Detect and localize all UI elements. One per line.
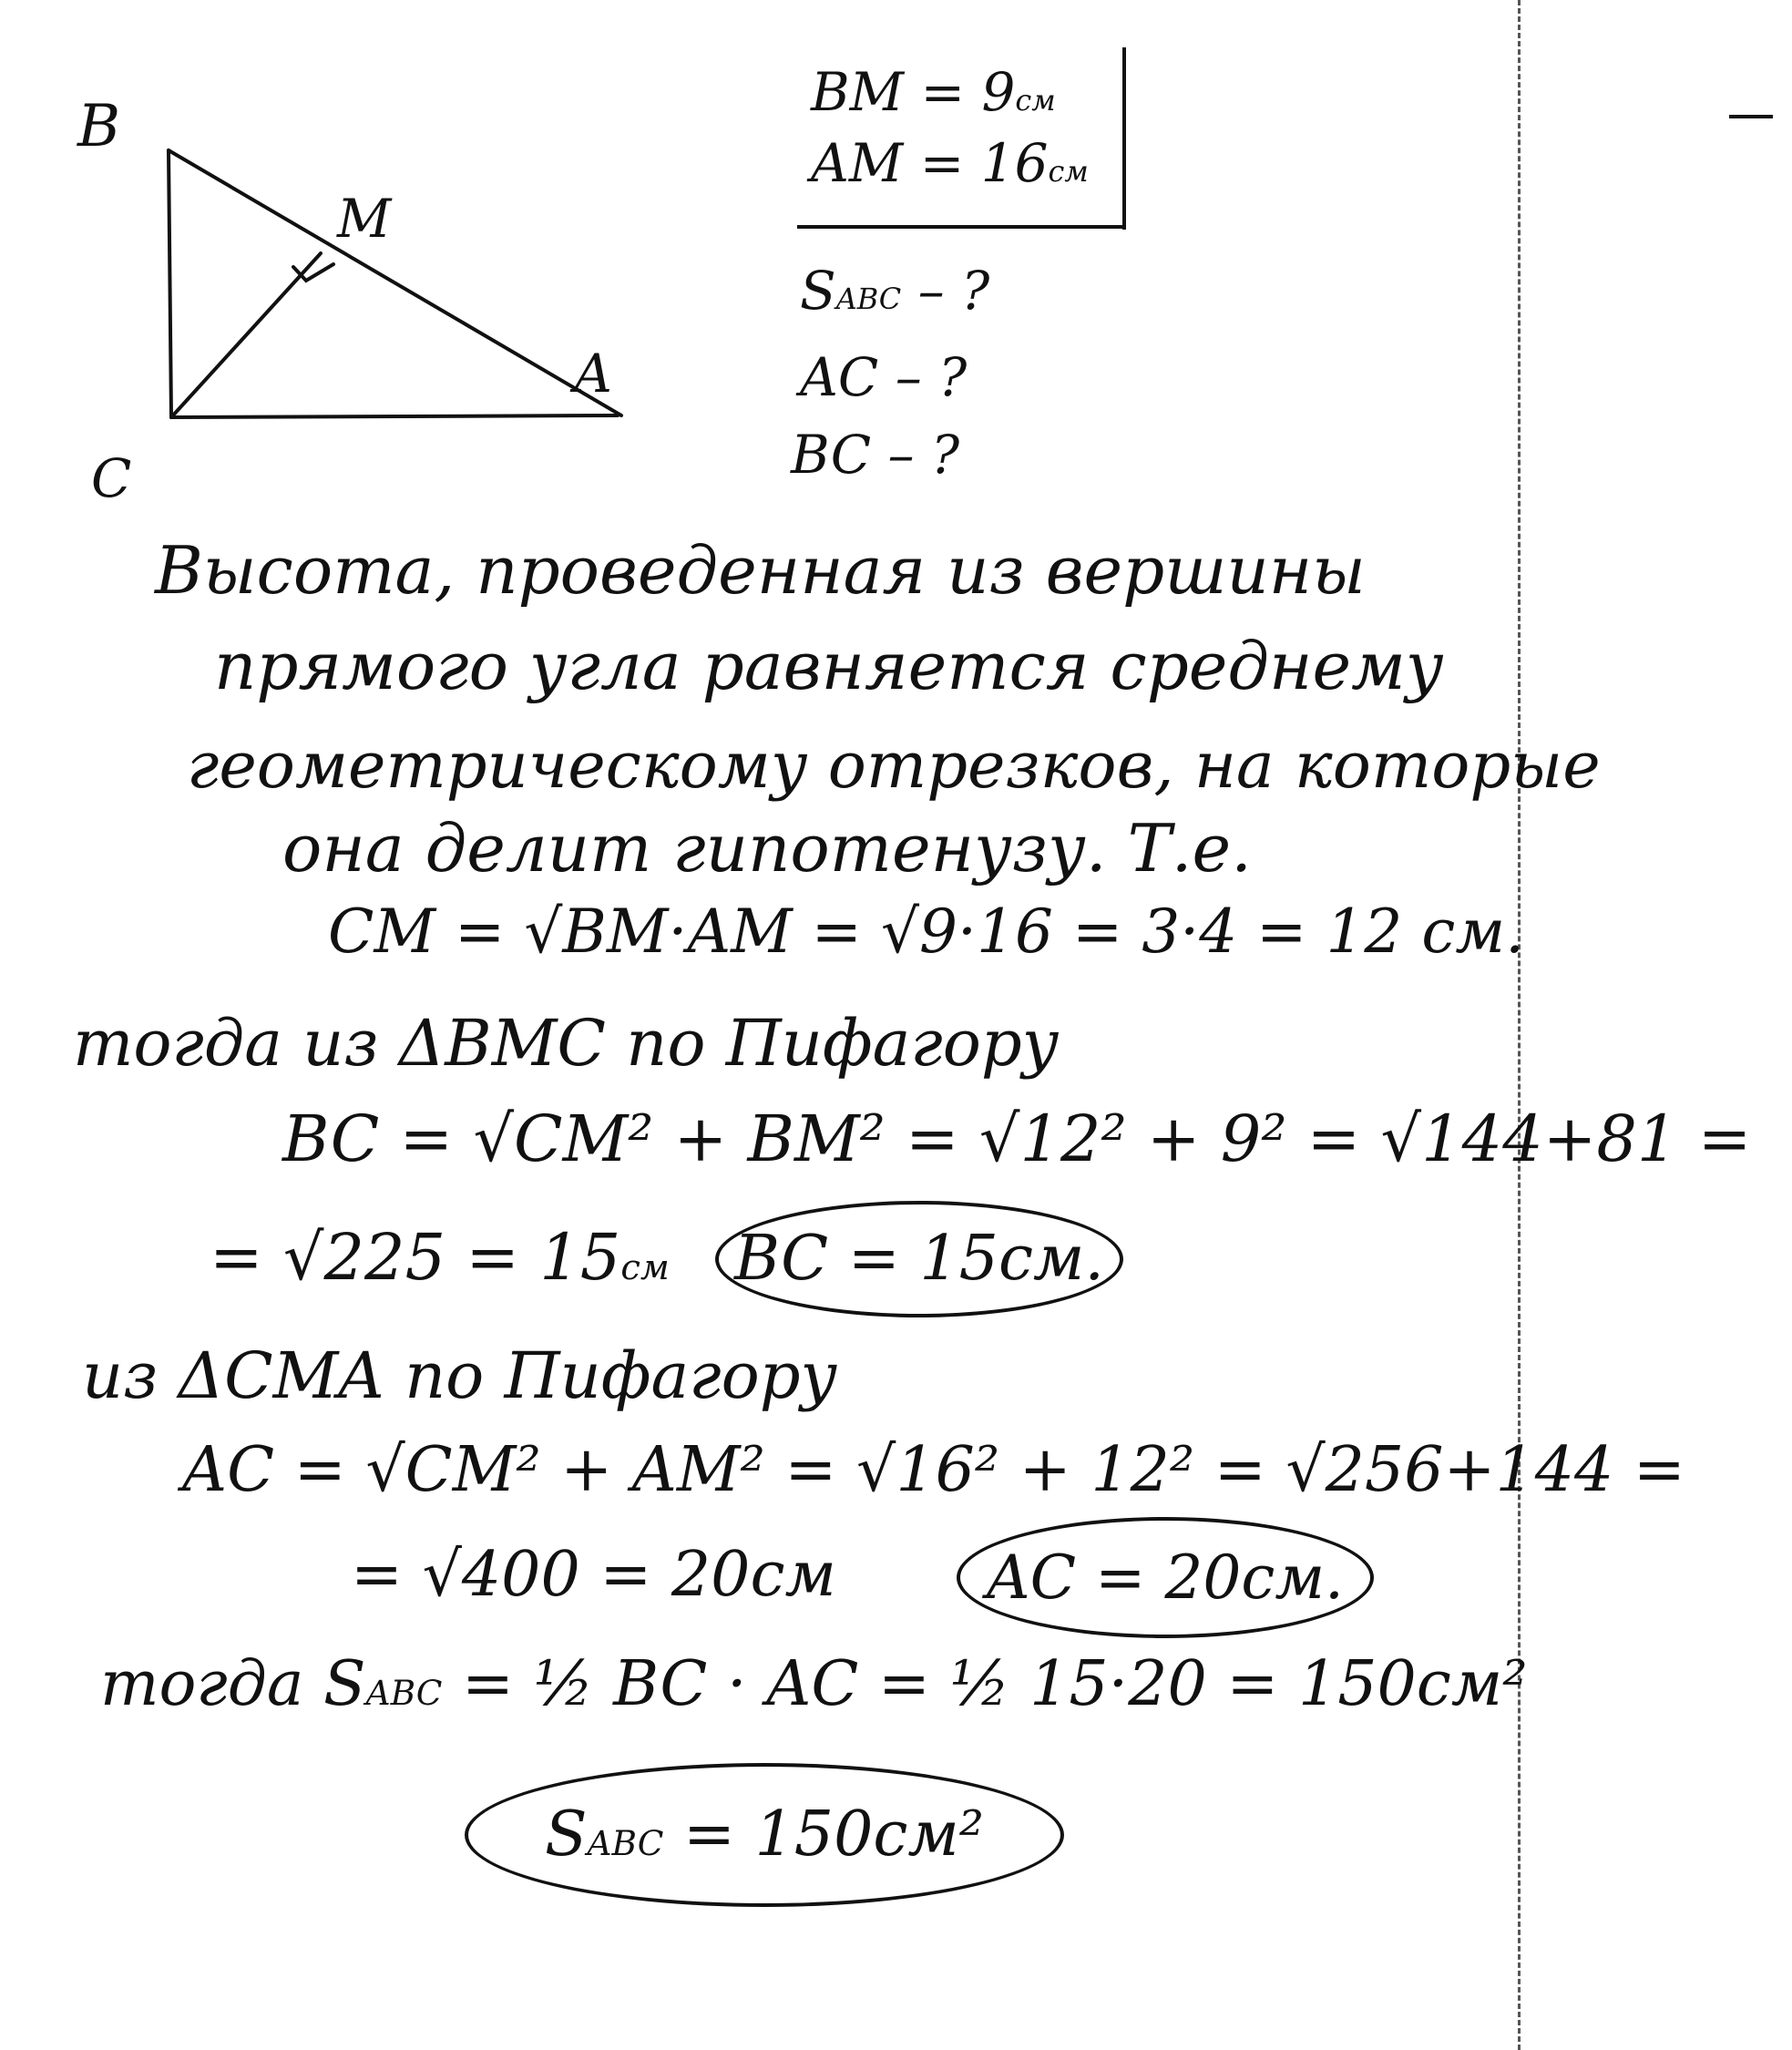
answer-area-oval [465, 1763, 1064, 1907]
solution-line-9: из ΔCMA по Пифагору [82, 1338, 838, 1413]
margin-line [1518, 0, 1521, 2050]
answer-area: SABC = 150см² [544, 1799, 985, 1871]
answer-bc-oval [715, 1201, 1123, 1317]
label-b: B [77, 93, 121, 160]
solution-line-8: = √225 = 15см [210, 1220, 670, 1295]
triangle-diagram [55, 91, 656, 510]
given-horizontal-bar [797, 225, 1125, 229]
given-vertical-bar [1122, 47, 1126, 230]
answer-bc: BC = 15см. [733, 1223, 1105, 1295]
label-m: M [337, 188, 392, 250]
answer-ac: AC = 20см. [986, 1542, 1345, 1613]
label-a: A [574, 343, 612, 405]
solution-line-3: геометрическому отрезков, на которые [187, 728, 1601, 803]
solution-line-1: Высота, проведенная из вершины [155, 532, 1366, 609]
altitude-cm [171, 253, 321, 417]
solution-line-2: прямого угла равняется среднему [214, 628, 1444, 704]
find-ac: AC – ? [800, 346, 968, 408]
solution-line-5: CM = √BM·AM = √9·16 = 3·4 = 12 см. [328, 897, 1525, 967]
solution-line-6: тогда из ΔBMC по Пифагору [73, 1006, 1060, 1081]
margin-tick [1729, 115, 1773, 118]
solution-line-4: она делит гипотенузу. Т.е. [282, 810, 1252, 887]
solution-line-11: = √400 = 20см [351, 1539, 836, 1611]
label-c: C [91, 447, 132, 509]
given-bm: BM = 9см [811, 61, 1056, 123]
side-ca [171, 415, 618, 417]
solution-line-7: BC = √CM² + BM² = √12² + 9² = √144+81 = [282, 1102, 1752, 1176]
given-am: AM = 16см [811, 132, 1089, 194]
side-ba [169, 150, 621, 415]
answer-ac-oval [957, 1517, 1374, 1638]
side-bc [169, 150, 171, 417]
solution-line-10: AC = √CM² + AM² = √16² + 12² = √256+144 = [182, 1434, 1685, 1506]
find-bc: BC – ? [791, 424, 960, 486]
find-area: SABC – ? [800, 260, 990, 322]
solution-line-12: тогда SABC = ½ BC · AC = ½ 15·20 = 150см² [100, 1648, 1528, 1720]
